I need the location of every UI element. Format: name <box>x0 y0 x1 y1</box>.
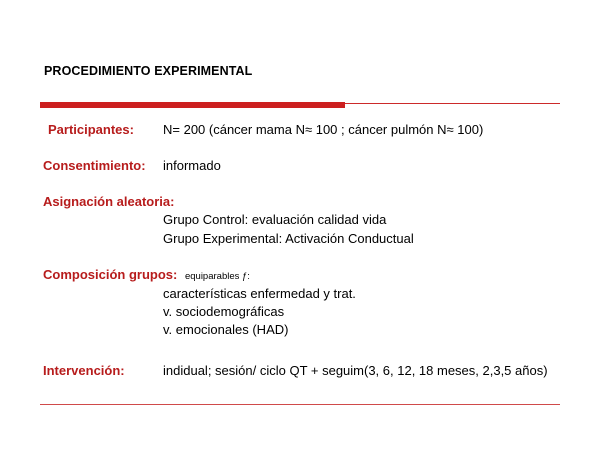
composicion-label-colon: : <box>173 267 178 282</box>
composicion-label <box>43 267 250 282</box>
composicion-line-sociodemograficas: v. sociodemográficas <box>163 304 285 319</box>
asignacion-label: Asignación aleatoria: <box>43 194 175 209</box>
participantes-label: Participantes: <box>48 122 134 137</box>
bottom-divider <box>40 404 560 405</box>
consentimiento-value: informado <box>163 158 221 173</box>
asignacion-line-experimental: Grupo Experimental: Activación Conductual <box>163 231 414 246</box>
title-divider-accent <box>40 102 345 108</box>
composicion-label-text: Composición grupos <box>43 267 173 282</box>
consentimiento-label: Consentimiento: <box>43 158 146 173</box>
asignacion-line-control: Grupo Control: evaluación calidad vida <box>163 212 387 227</box>
slide-title: PROCEDIMIENTO EXPERIMENTAL <box>44 64 253 78</box>
intervencion-value: indidual; sesión/ ciclo QT + seguim(3, 6, 12, 18 meses, 2,3,5 años) <box>163 363 548 378</box>
composicion-line-emocionales: v. emocionales (HAD) <box>163 322 289 337</box>
participantes-value: N= 200 (cáncer mama N≈ 100 ; cáncer pulmón N≈ 100) <box>163 122 484 137</box>
composicion-note: equiparables ƒ: <box>184 271 250 282</box>
intervencion-label: Intervención: <box>43 363 125 378</box>
composicion-line-enfermedad: características enfermedad y trat. <box>163 286 356 301</box>
